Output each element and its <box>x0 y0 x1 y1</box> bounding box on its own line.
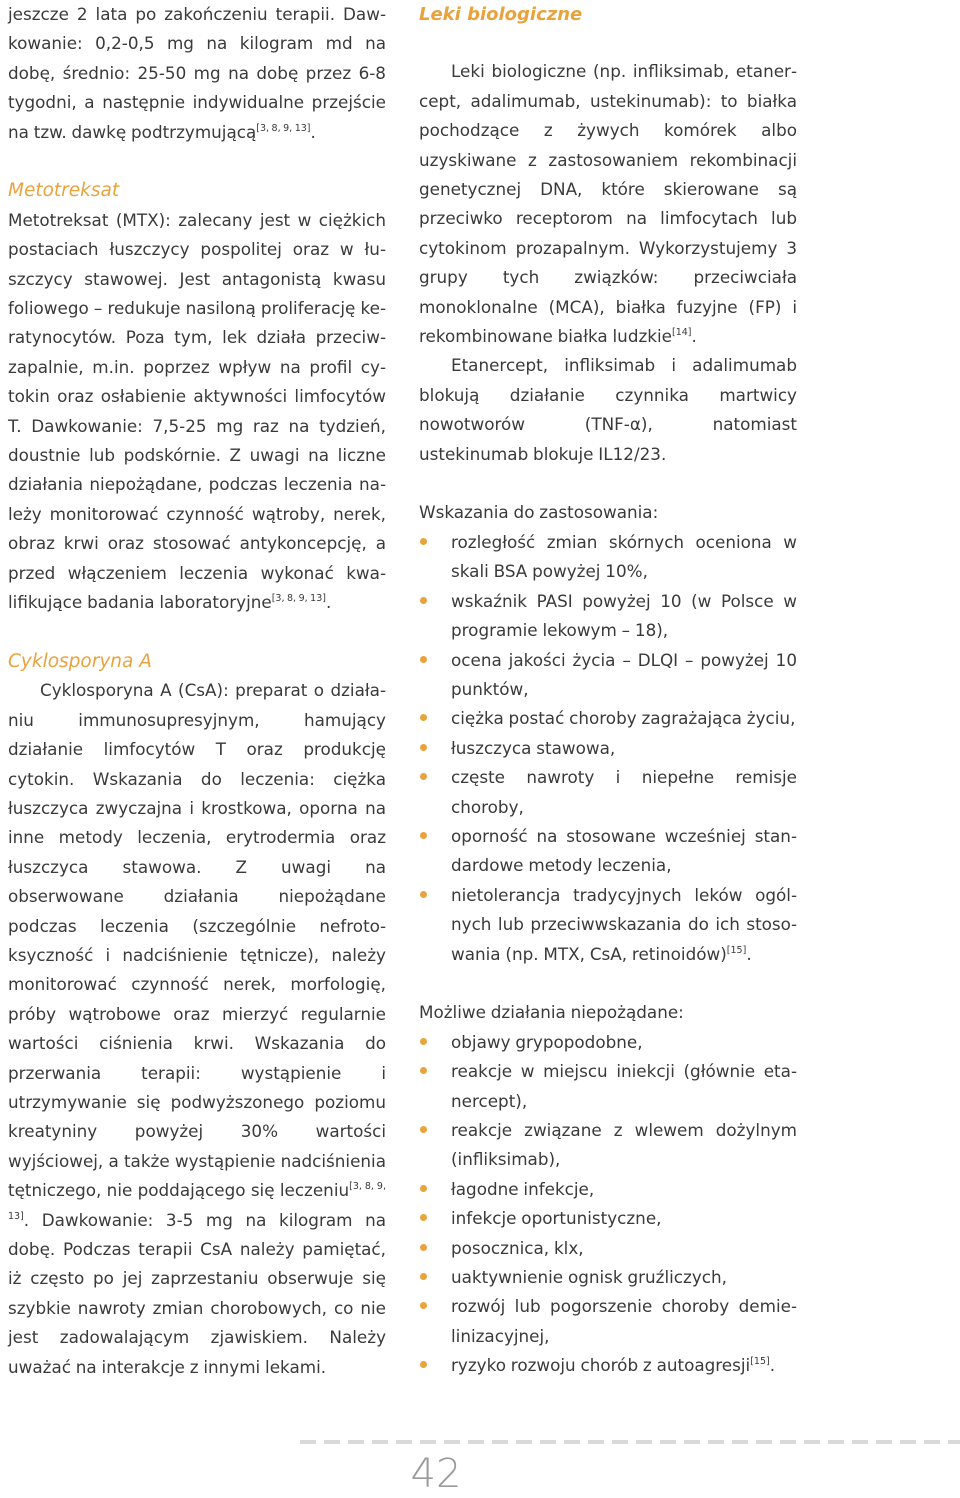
biologics-paragraph: Leki biologiczne (np. infliksimab, etanercept, adalimumab, ustekinumab): to białka pochodzące z żywych komórek albo uzyskiwane z zastosowaniem rekombinacji genetycznej DNA, które skierowane są przeciwko receptorom na limfocytach lub cytokinom prozapalnym. Wykorzystujemy 3 grupy tych związków: przeciwciała monoklonalne (MCA), białka fuzyjne (FP) i rekombinowane białka ludzkie[14]. <box>419 61 797 347</box>
bullet-icon <box>420 1126 427 1133</box>
list-item: rozległość zmian skórnych oceniona w skali BSA powyżej 10%, <box>419 528 797 587</box>
bullet-icon <box>420 714 427 721</box>
adverse-effects-title: Możliwe działania niepożądane: <box>419 1002 684 1023</box>
citation: [3, 8, 9, 13] <box>256 122 311 134</box>
indications-list <box>419 528 797 969</box>
citation: [3, 8, 9, 13] <box>271 593 326 605</box>
list-item: ryzyko rozwoju chorób z autoagresji[15]. <box>419 1351 797 1380</box>
bullet-icon <box>420 1273 427 1280</box>
bullet-icon <box>420 656 427 663</box>
list-item: reakcje w miejscu iniekcji (głównie etanercept), <box>419 1057 797 1116</box>
list-item: łagodne infekcje, <box>419 1175 797 1204</box>
biologics-paragraph-2: Etanercept, infliksimab i adalimumab blokują działanie czynnika martwicy nowotworów (TNF-α), natomiast ustekinumab blokuje IL12/23. <box>419 355 797 464</box>
bullet-icon <box>420 1067 427 1074</box>
citation: [3, 8, 9, 13] <box>8 1181 386 1222</box>
section-heading-metotreksat: Metotreksat <box>8 180 120 202</box>
list-item: łuszczyca stawowa, <box>419 734 797 763</box>
right-column <box>419 0 797 1381</box>
bullet-icon <box>420 1038 427 1045</box>
section-heading-cyklosporyna: Cyklosporyna A <box>8 650 152 672</box>
bullet-icon <box>420 1185 427 1192</box>
list-item: objawy grypopodobne, <box>419 1028 797 1057</box>
bullet-icon <box>420 1244 427 1251</box>
bullet-icon <box>420 597 427 604</box>
list-item: uaktywnienie ognisk gruźliczych, <box>419 1263 797 1292</box>
bullet-icon <box>420 1302 427 1309</box>
bullet-icon <box>420 1361 427 1368</box>
indications-title: Wskazania do zastosowania: <box>419 502 659 523</box>
citation: [14] <box>671 327 692 339</box>
metotreksat-paragraph: Metotreksat (MTX): zalecany jest w ciężkich postaciach łuszczycy pospolitej oraz w łuszczycy stawowej. Jest antagonistą kwasu foliowego – redukuje nasiloną proliferację keratynocytów. Poza tym, lek działa przeciwzapalnie, m.in. poprzez wpływ na profil cytokin oraz osłabienie aktywności limfocytów T. Dawkowanie: 7,5-25 mg raz na tydzień, doustnie lub podskórnie. Z uwagi na liczne działania niepożądane, podczas leczenia należy monitorować czynność wątroby, nerek, obraz krwi oraz stosować antykoncepcję, a przed włączeniem leczenia wykonać kwalifikujące badania laboratoryjne[3, 8, 9, 13]. <box>8 209 386 613</box>
list-item: ciężka postać choroby zagrażająca życiu, <box>419 704 797 733</box>
bullet-icon <box>420 773 427 780</box>
list-item: rozwój lub pogorszenie choroby demielinizacyjnej, <box>419 1292 797 1351</box>
list-item: ocena jakości życia – DLQI – powyżej 10 punktów, <box>419 646 797 705</box>
page-number: 42 <box>410 1451 462 1497</box>
list-item: reakcje związane z wlewem dożylnym (infliksimab), <box>419 1116 797 1175</box>
list-item: infekcje oportunistyczne, <box>419 1204 797 1233</box>
intro-paragraph: jeszcze 2 lata po zakończeniu terapii. Dawkowanie: 0,2-0,5 mg na kilogram md na dobę, średnio: 25-50 mg na dobę przez 6-8 tygodni, a następnie indywidualne przejście na tzw. dawkę podtrzymującą[3, 8, 9, 13]. <box>8 4 386 142</box>
bullet-icon <box>420 744 427 751</box>
bullet-icon <box>420 891 427 898</box>
cyklosporyna-paragraph: Cyklosporyna A (CsA): preparat o działaniu immunosupresyjnym, hamujący działanie limfocytów T oraz produkcję cytokin. Wskazania do leczenia: ciężka łuszczyca zwyczajna i krostkowa, oporna na inne metody leczenia, erytrodermia oraz łuszczyca stawowa. Z uwagi na obserwowane działania niepożądane podczas leczenia (szczególnie nefrotoksyczność i nadciśnienie tętnicze), należy monitorować czynność nerek, morfologię, próby wątrobowe oraz mierzyć regularnie wartości ciśnienia krwi. Wskazania do przerwania terapii: wystąpienie i utrzymywanie się podwyższonego poziomu kreatyniny powyżej 30% wartości wyjściowej, a także wystąpienie nadciśnienia tętniczego, nie poddającego się leczeniu[3, 8, 9, 13]. Dawkowanie: 3-5 mg na kilogram na dobę. Podczas terapii CsA należy pamiętać, iż często po jej zaprzestaniu obserwuje się szybkie nawroty zmian chorobowych, co nie jest zadowalającym zjawiskiem. Należy uważać na interakcje z innymi lekami. <box>8 680 386 1377</box>
adverse-effects-list <box>419 1028 797 1381</box>
bullet-icon <box>420 832 427 839</box>
list-item: oporność na stosowane wcześniej standardowe metody leczenia, <box>419 822 797 881</box>
citation: [15] <box>726 944 747 956</box>
bullet-icon <box>420 1214 427 1221</box>
list-item: nietolerancja tradycyjnych leków ogólnych lub przeciwwskazania do ich stosowania (np. MTX, CsA, retinoidów)[15]. <box>419 881 797 969</box>
list-item: wskaźnik PASI powyżej 10 (w Polsce w programie lekowym – 18), <box>419 587 797 646</box>
footer-divider <box>300 1440 960 1444</box>
bullet-icon <box>420 538 427 545</box>
section-heading-leki-biologiczne: Leki biologiczne <box>419 4 583 25</box>
list-item: częste nawroty i niepełne remisje choroby, <box>419 763 797 822</box>
left-column <box>8 0 386 1382</box>
list-item: posocznica, klx, <box>419 1234 797 1263</box>
citation: [15] <box>750 1356 770 1368</box>
